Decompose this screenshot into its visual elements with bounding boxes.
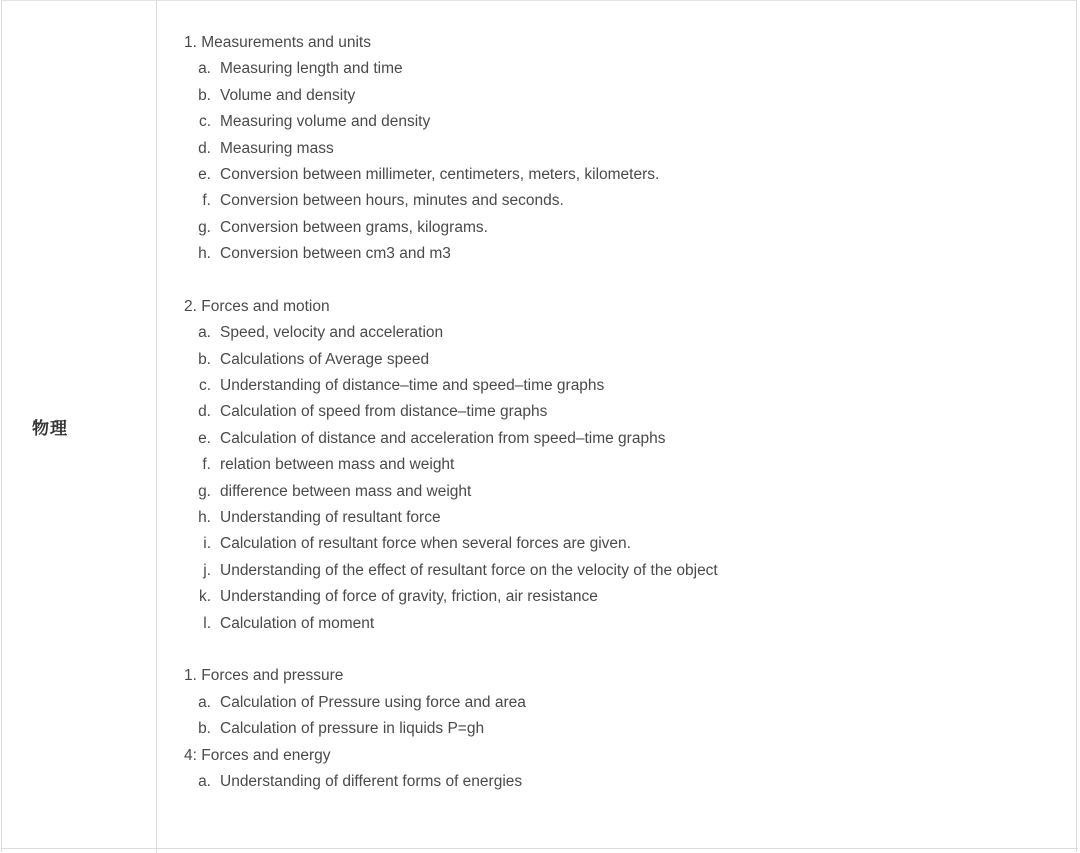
item-marker: h. [198,509,211,527]
item-text: Measuring mass [220,139,334,157]
item-marker: d. [198,139,211,157]
subject-cell: 物理 [32,419,68,439]
item-marker: b. [198,350,211,368]
topic-list [184,30,718,795]
list-item [184,505,718,531]
item-marker: c. [198,377,211,395]
item-text: Understanding of distance–time and speed–time graphs [220,377,605,395]
item-marker: b. [198,720,211,738]
item-text: Understanding of the effect of resultant force on the velocity of the object [220,561,718,579]
item-marker: a. [198,60,211,78]
item-text: Conversion between grams, kilograms. [220,218,488,236]
item-text: Speed, velocity and acceleration [220,324,444,342]
item-marker: a. [198,324,211,342]
item-marker: g. [198,218,211,236]
item-marker: i. [203,535,211,553]
item-marker: j. [203,561,211,579]
list-item [184,584,718,610]
item-text: Calculation of pressure in liquids P=gh [220,720,485,738]
item-text: Conversion between millimeter, centimeters, meters, kilometers. [220,165,660,183]
item-marker: f. [202,456,211,474]
item-marker: g. [198,482,211,500]
item-text: Understanding of force of gravity, friction, air resistance [220,588,598,606]
list-item [184,531,718,557]
item-text: Calculations of Average speed [220,350,430,368]
list-item [184,83,718,109]
item-marker: a. [198,772,211,790]
list-item [184,769,718,795]
item-marker: a. [198,693,211,711]
item-marker: d. [198,403,211,421]
section-heading: 4: Forces and energy [184,746,331,764]
item-marker: h. [198,245,211,263]
section-heading: 1. Measurements and units [184,34,371,51]
list-item [184,558,718,584]
item-text: Understanding of resultant force [220,509,441,527]
item-text: Calculation of distance and acceleration from speed–time graphs [220,429,666,447]
list-item [184,716,718,742]
item-marker: k. [198,588,211,606]
list-item [184,426,718,452]
item-text: Measuring length and time [220,60,403,78]
item-marker: e. [198,429,211,447]
list-item [184,136,718,162]
item-text: Conversion between hours, minutes and seconds. [220,192,564,210]
list-item [184,109,718,135]
list-item [184,215,718,241]
item-marker: e. [198,165,211,183]
section-heading: 2. Forces and motion [184,297,330,315]
list-item [184,690,718,716]
item-text: difference between mass and weight [220,482,472,500]
item-text: Calculation of speed from distance–time graphs [220,403,548,421]
item-text: Calculation of resultant force when several forces are given. [220,535,631,553]
item-marker: l. [203,614,211,632]
list-item [184,611,718,637]
section-heading: 1. Forces and pressure [184,667,344,685]
item-text: Calculation of moment [220,614,375,632]
column-divider [156,1,157,853]
list-item [184,241,718,267]
item-marker: f. [202,192,211,210]
item-text: Conversion between cm3 and m3 [220,245,451,263]
table-bottom-border [1,848,1078,849]
item-text: relation between mass and weight [220,456,455,474]
list-item [184,399,718,425]
item-text: Volume and density [220,86,356,104]
list-item [184,479,718,505]
item-marker: c. [198,113,211,131]
section-spacer [184,268,718,294]
item-marker: b. [198,86,211,104]
item-text: Calculation of Pressure using force and area [220,693,526,711]
list-item [184,452,718,478]
list-item [184,162,718,188]
section-spacer [184,637,718,663]
list-item [184,188,718,214]
item-text: Understanding of different forms of energies [220,772,523,790]
syllabus-table [1,0,1077,852]
list-item [184,56,718,82]
list-item [184,373,718,399]
item-text: Measuring volume and density [220,113,431,131]
list-item [184,347,718,373]
list-item [184,320,718,346]
